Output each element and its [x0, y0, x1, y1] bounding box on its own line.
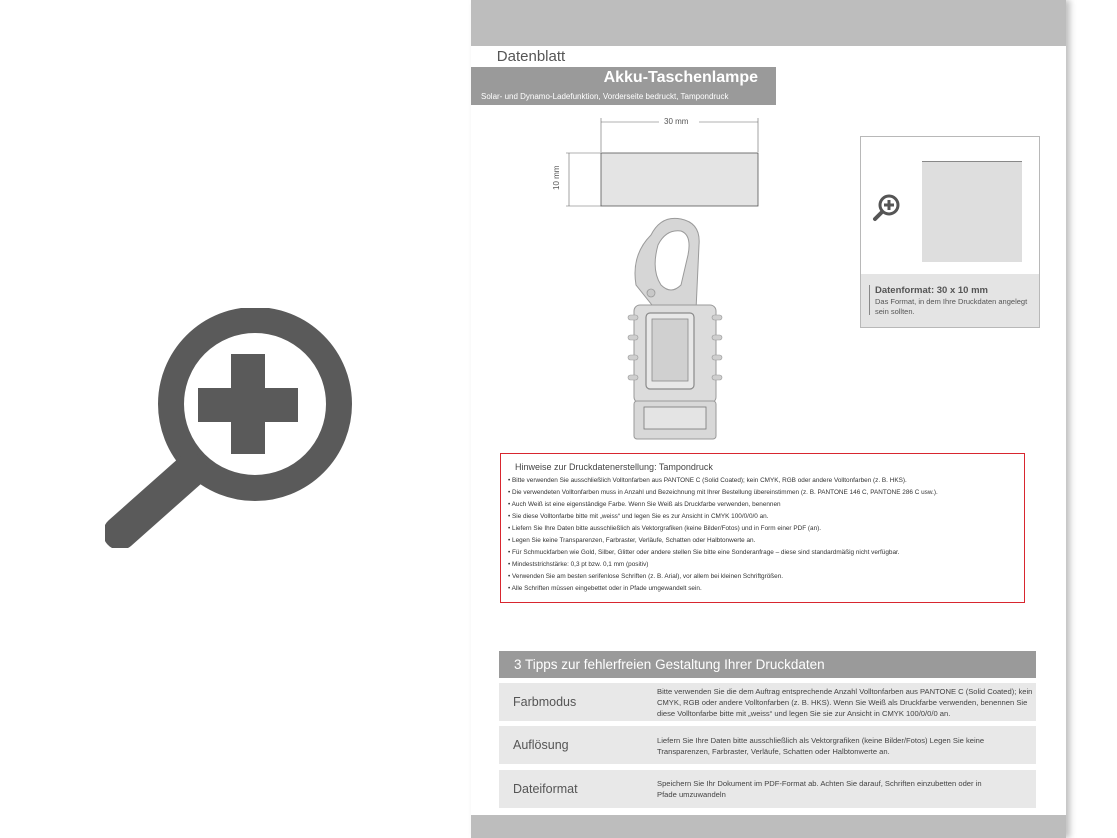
product-subtitle: Solar- und Dynamo-Ladefunktion, Vorderseite bedruckt, Tampondruck — [481, 92, 729, 101]
data-format-box — [860, 136, 1040, 328]
flashlight-product-image — [626, 215, 726, 443]
list-item: • Verwenden Sie am besten serifenlose Schriften (z. B. Arial), vor allem bei kleinen Schriftgrößen. — [508, 571, 1018, 583]
width-dimension-label: 30 mm — [664, 117, 689, 126]
hints-title: Hinweise zur Druckdatenerstellung: Tampondruck — [515, 462, 713, 472]
tip-text: Speichern Sie Ihr Dokument im PDF-Format ab. Achten Sie darauf, Schriften einzubetten oder in Pfade umzuwandeln — [657, 779, 982, 799]
print-hints-box — [500, 453, 1025, 603]
tip-label: Auflösung — [513, 738, 569, 752]
list-item: • Bitte verwenden Sie ausschließlich Volltonfarben aus PANTONE C (Solid Coated); kein CMYK, RGB oder andere Volltonfarben (z. B. HKS). — [508, 475, 1018, 487]
format-title: Datenformat: 30 x 10 mm — [875, 285, 988, 296]
divider — [869, 285, 870, 315]
zoom-in-icon[interactable] — [105, 308, 355, 548]
tip-row-color-mode — [499, 683, 1036, 721]
height-dimension-label: 10 mm — [552, 165, 561, 190]
tip-text: Liefern Sie Ihre Daten bitte ausschließlich als Vektorgrafiken (keine Bilder/Fotos) Legen Sie keine Transparenzen, Farbraster, Verläufe, Schatten oder Halbtonwerte an. — [657, 736, 985, 756]
zoom-in-icon[interactable] — [872, 193, 902, 223]
list-item: • Auch Weiß ist eine eigenständige Farbe. Wenn Sie Weiß als Druckfarbe verwenden, benennen — [508, 499, 1018, 511]
datasheet-page — [471, 0, 1066, 838]
hints-list — [508, 475, 1018, 595]
format-description: Das Format, in dem Ihre Druckdaten angelegt sein sollten. — [875, 297, 1028, 316]
top-band — [471, 0, 1066, 46]
tip-row-resolution — [499, 726, 1036, 764]
tip-text: Bitte verwenden Sie die dem Auftrag entsprechende Anzahl Volltonfarben aus PANTONE C (Solid Coated); kein CMYK, RGB oder andere Volltonfarben (z. B. HKS). Wenn Sie Weiß als Druckfarbe verwenden, benennen Sie diese Volltonfarbe bitte mit „weiss“ und legen Sie sie zur Ansicht in CMYK 100/0/0/0 an. — [657, 687, 1033, 718]
format-preview — [922, 161, 1022, 262]
tip-label: Farbmodus — [513, 695, 577, 709]
tip-row-file-format — [499, 770, 1036, 808]
datasheet-tab: Datenblatt — [471, 46, 591, 67]
title-bar — [471, 67, 776, 105]
list-item: • Mindeststrichstärke: 0,3 pt bzw. 0,1 mm (positiv) — [508, 559, 1018, 571]
tips-heading: 3 Tipps zur fehlerfreien Gestaltung Ihrer Druckdaten — [499, 651, 1036, 678]
list-item: • Sie diese Volltonfarbe bitte mit „weiss“ und legen Sie es zur Ansicht in CMYK 100/0/0/0 an. — [508, 511, 1018, 523]
list-item: • Legen Sie keine Transparenzen, Farbraster, Verläufe, Schatten oder Halbtonwerte an. — [508, 535, 1018, 547]
list-item: • Alle Schriften müssen eingebettet oder in Pfade umgewandelt sein. — [508, 583, 1018, 595]
product-title: Akku-Taschenlampe — [603, 69, 758, 86]
tip-label: Dateiformat — [513, 782, 578, 796]
print-area-drawing — [561, 112, 771, 212]
list-item: • Für Schmuckfarben wie Gold, Silber, Glitter oder andere stellen Sie bitte eine Sonderanfrage – diese sind standardmäßig nicht verfügbar. — [508, 547, 1018, 559]
bottom-band — [471, 815, 1066, 838]
list-item: • Liefern Sie Ihre Daten bitte ausschließlich als Vektorgrafiken (keine Bilder/Fotos) und in Form einer PDF (an). — [508, 523, 1018, 535]
list-item: • Die verwendeten Volltonfarben muss in Anzahl und Bezeichnung mit Ihrer Bestellung übereinstimmen (z. B. PANTONE 146 C, PANTONE 286 C usw.). — [508, 487, 1018, 499]
